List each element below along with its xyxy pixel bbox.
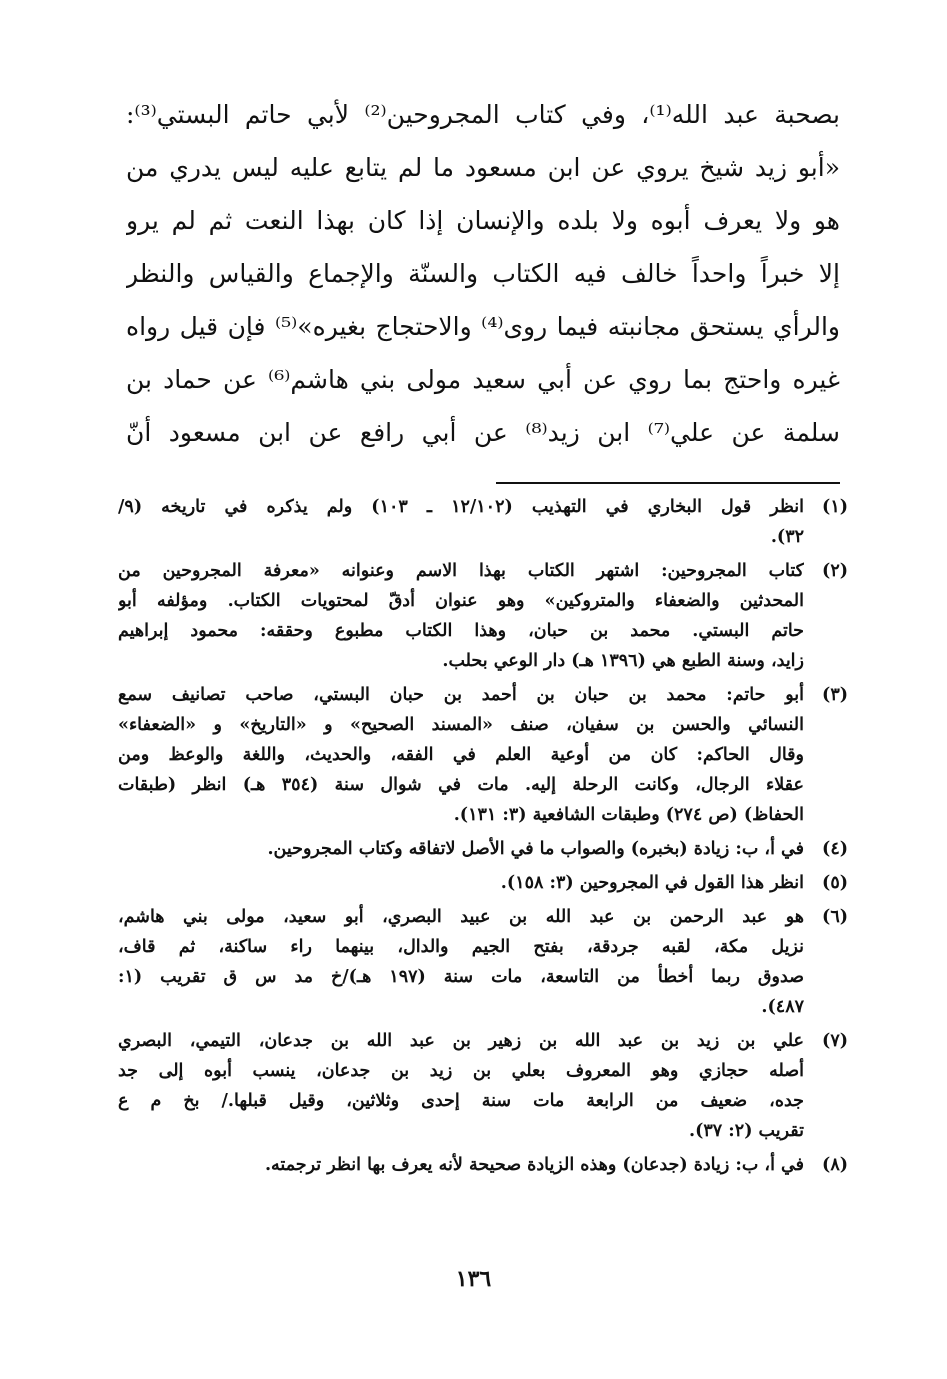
footnote-number: (٢) <box>822 561 848 581</box>
footnote-body <box>118 1150 804 1180</box>
footnote-body <box>118 868 804 898</box>
footnote-body <box>118 680 804 830</box>
footnote-1 <box>118 492 848 552</box>
footnote-number: (٣) <box>822 685 848 705</box>
footnote-line: كتاب المجروحين: اشتهر الكتاب بهذا الاسم وعنوانه «معرفة المجروحين من <box>118 561 804 581</box>
footnote-line: ٣٢). <box>770 527 804 547</box>
footnote-number: (١) <box>822 497 848 517</box>
main-text-line: هو ولا يعرف أبوه ولا بلده والإنسان إذا كان بهذا النعت ثم لم يرو <box>126 206 840 235</box>
main-text-line: سلمة عن علي⁽⁷⁾ ابن زيد⁽⁸⁾ عن أبي رافع عن ابن مسعود أنّ <box>126 418 840 447</box>
footnote-body <box>118 492 804 552</box>
main-text-line: غيره واحتج بما روي عن أبي سعيد مولى بني هاشم⁽⁶⁾ عن حماد بن <box>126 365 840 394</box>
footnote-line: علي بن زيد بن عبد الله بن زهير بن عبد الله بن جدعان، التيمي، البصري <box>118 1031 804 1051</box>
footnote-number: (٥) <box>822 873 848 893</box>
footnote-line: أبو حاتم: محمد بن حبان بن أحمد بن حبان البستي، صاحب تصانيف سمع <box>118 685 804 705</box>
main-text-line: «أبو زيد شيخ يروي عن ابن مسعود ما لم يتابع عليه ليس يدري من <box>126 153 840 182</box>
footnote-line: نزيل مكة، لقبه جردقة، بفتح الجيم والدال، بينهما راء ساكنة، ثم قاف، <box>118 937 804 957</box>
footnote-6 <box>118 902 848 1022</box>
footnote-line: تقريب (٢: ٣٧). <box>689 1121 804 1141</box>
footnote-7 <box>118 1026 848 1146</box>
footnote-4 <box>118 834 848 864</box>
footnote-line: جده، ضعيف من الرابعة مات سنة إحدى وثلاثين، وقيل قبلها./ بخ م ع <box>118 1091 804 1111</box>
footnote-body <box>118 902 804 1022</box>
footnote-line: هو عبد الرحمن بن عبد الله بن عبيد البصري، أبو سعيد، مولى بني هاشم، <box>118 907 804 927</box>
footnote-number: (٧) <box>822 1031 848 1051</box>
footnote-number: (٤) <box>822 839 848 859</box>
footnote-line: زايد، وسنة الطبع هي (١٣٩٦ هـ) دار الوعي بحلب. <box>442 651 804 671</box>
main-text-line: إلا خبراً واحداً خالف فيه الكتاب والسنّة والإجماع والقياس والنظر <box>126 259 840 288</box>
footnote-line: أصله حجازي وهو المعروف بعلي بن زيد بن جدعان، ينسب أبوه إلى جد <box>118 1061 804 1081</box>
footnote-line: عقلاء الرجال، وكانت الرحلة إليه. مات في شوال سنة (٣٥٤ هـ) انظر (طبقات <box>118 775 804 795</box>
footnote-divider <box>496 482 840 484</box>
footnote-line: حاتم البستي. محمد بن حبان، وهذا الكتاب مطبوع وحققه: محمود إبراهيم <box>118 621 804 641</box>
footnote-line: الحفاظ) (ص ٢٧٤) وطبقات الشافعية (٣: ١٣١). <box>453 805 804 825</box>
footnote-body <box>118 834 804 864</box>
footnote-2 <box>118 556 848 676</box>
page-number: ١٣٦ <box>455 1266 492 1292</box>
footnote-body <box>118 556 804 676</box>
footnote-8 <box>118 1150 848 1180</box>
footnote-line: في أ، ب: زيادة (جدعان) وهذه الزيادة صحيحة لأنه يعرف بها انظر ترجمته. <box>264 1155 804 1175</box>
footnote-line: انظر قول البخاري في التهذيب (١٢/١٠٢ ـ ١٠٣) ولم يذكره في تاريخه (٩/ <box>118 497 804 517</box>
footnote-5 <box>118 868 848 898</box>
footnote-body <box>118 1026 804 1146</box>
main-text-line: بصحبة عبد الله⁽¹⁾، وفي كتاب المجروحين⁽²⁾ لأبي حاتم البستي⁽³⁾: <box>126 100 840 129</box>
footnote-line: في أ، ب: زيادة (بخبره) والصواب ما في الأصل لاتفاقه وكتاب المجروحين. <box>267 839 804 859</box>
footnote-line: وقال الحاكم: كان من أوعية العلم في الفقه، والحديث، واللغة والوعظ ومن <box>118 745 804 765</box>
main-text-block <box>126 88 840 459</box>
footnote-line: المحدثين والضعفاء والمتروكين» وهو عنوان أدقّ لمحتويات الكتاب. ومؤلفه أبو <box>118 591 804 611</box>
footnote-number: (٨) <box>822 1155 848 1175</box>
main-text-line: والرأي يستحق مجانبته فيما روى⁽⁴⁾ والاحتجاج بغيره»⁽⁵⁾ فإن قيل رواه <box>126 312 840 341</box>
footnote-3 <box>118 680 848 830</box>
footnote-number: (٦) <box>822 907 848 927</box>
footnote-line: انظر هذا القول في المجروحين (٣: ١٥٨). <box>500 873 804 893</box>
footnotes-section <box>118 492 848 1184</box>
footnote-line: ٤٨٧). <box>761 997 804 1017</box>
footnote-line: صدوق ربما أخطأ من التاسعة، مات سنة (١٩٧ هـ)/خ مد س ق تقريب (١: <box>118 967 804 987</box>
footnote-line: النسائي والحسن بن سفيان، صنف «المسند الصحيح» و «التاريخ» و «الضعفاء» <box>118 715 804 735</box>
